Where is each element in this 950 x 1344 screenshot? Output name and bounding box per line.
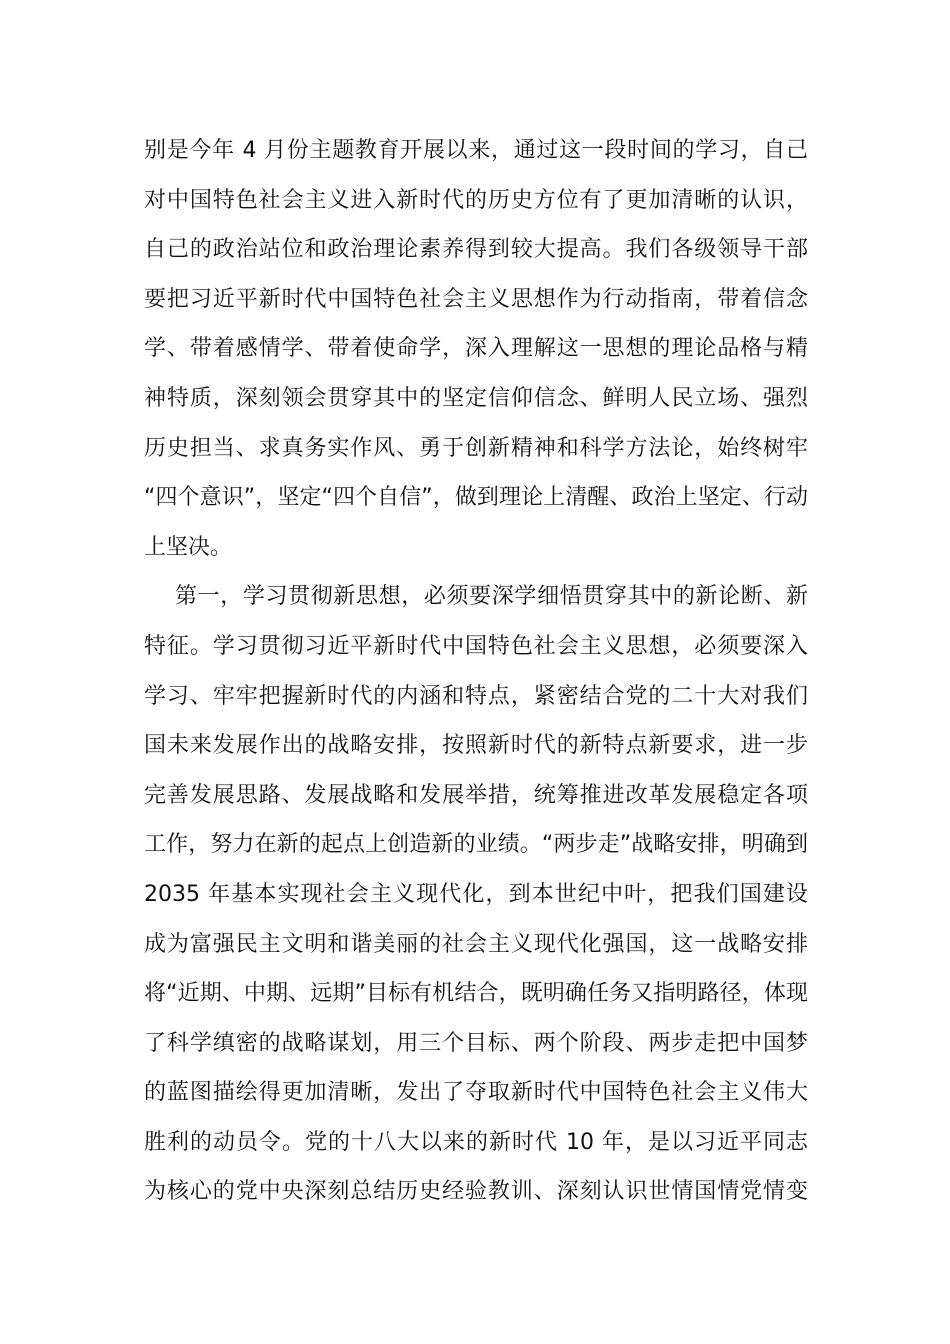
text-line: 将“近期、中期、远期”目标有机结合，既明确任务又指明路径，体现: [144, 981, 808, 1007]
text-line: 自己的政治站位和政治理论素养得到较大提高。我们各级领导干部: [144, 237, 808, 263]
text-line: 胜利的动员令。党的十八大以来的新时代 10 年，是以习近平同志: [144, 1129, 808, 1155]
text-line: 特征。学习贯彻习近平新时代中国特色社会主义思想，必须要深入: [144, 633, 808, 659]
text-line: 为核心的党中央深刻总结历史经验教训、深刻认识世情国情党情变: [144, 1179, 808, 1205]
text-line: 的蓝图描绘得更加清晰，发出了夺取新时代中国特色社会主义伟大: [144, 1080, 808, 1106]
text-line: 2035 年基本实现社会主义现代化，到本世纪中叶，把我们国建设: [144, 881, 808, 907]
text-line: 历史担当、求真务实作风、勇于创新精神和科学方法论，始终树牢: [144, 435, 808, 461]
paragraph-first-line: 第一，学习贯彻新思想，必须要深学细悟贯穿其中的新论断、新: [175, 584, 808, 610]
text-line: 成为富强民主文明和谐美丽的社会主义现代化强国，这一战略安排: [144, 931, 808, 957]
text-line: 完善发展思路、发展战略和发展举措，统筹推进改革发展稳定各项: [144, 782, 808, 808]
text-line: 要把习近平新时代中国特色社会主义思想作为行动指南，带着信念: [144, 286, 808, 312]
body-text: [144, 126, 808, 1217]
text-line: 上坚决。: [144, 534, 233, 560]
text-line: 学、带着感情学、带着使命学，深入理解这一思想的理论品格与精: [144, 336, 808, 362]
text-line: 学习、牢牢把握新时代的内涵和特点，紧密结合党的二十大对我们: [144, 683, 808, 709]
text-line: 了科学缜密的战略谋划，用三个目标、两个阶段、两步走把中国梦: [144, 1030, 808, 1056]
text-line: 工作，努力在新的起点上创造新的业绩。“两步走”战略安排，明确到: [144, 832, 808, 858]
text-line: “四个意识”，坚定“四个自信”，做到理论上清醒、政治上坚定、行动: [144, 485, 808, 511]
text-line: 对中国特色社会主义进入新时代的历史方位有了更加清晰的认识，: [144, 187, 808, 213]
text-line: 国未来发展作出的战略安排，按照新时代的新特点新要求，进一步: [144, 733, 808, 759]
text-line: 神特质，深刻领会贯穿其中的坚定信仰信念、鲜明人民立场、强烈: [144, 385, 808, 411]
text-line: 别是今年 4 月份主题教育开展以来，通过这一段时间的学习，自己: [144, 138, 808, 163]
